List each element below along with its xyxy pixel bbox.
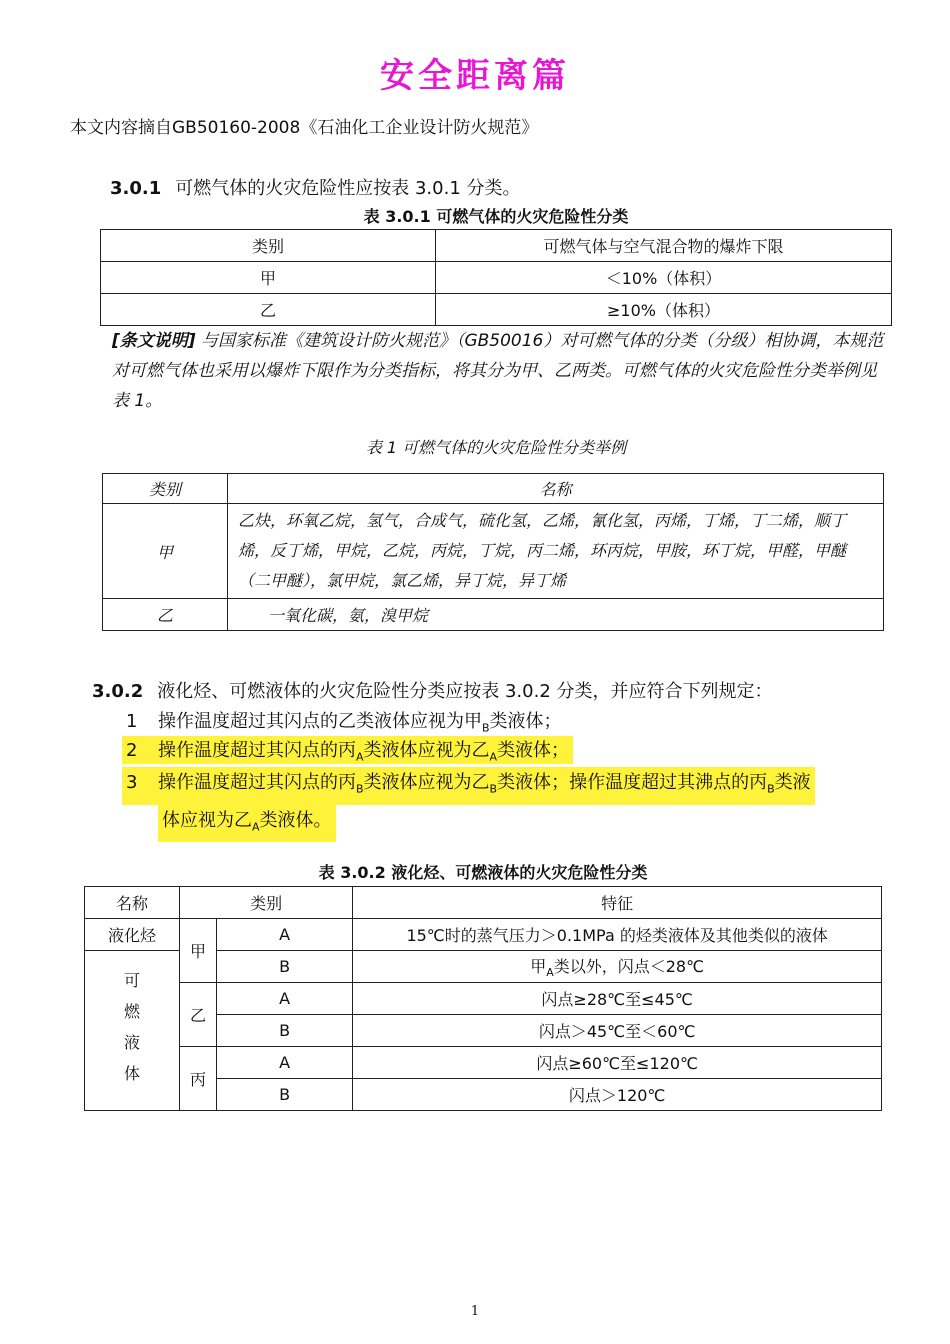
table-cell: B <box>217 951 353 983</box>
table-cell: ≥10%（体积） <box>436 294 892 326</box>
item-subscript: B <box>356 782 364 796</box>
table-cell: ＜10%（体积） <box>436 262 892 294</box>
item-subscript: B <box>482 721 490 735</box>
item-text: 操作温度超过其闪点的丙 <box>158 740 356 761</box>
clause-302-number: 3.0.2 <box>92 681 144 702</box>
clause-302-item-3 <box>122 767 815 842</box>
item-subscript: A <box>489 750 498 764</box>
item-3-line-2 <box>158 805 336 843</box>
item-text: 类液体应视为乙 <box>363 772 490 793</box>
feature-text: 类以外，闪点＜28℃ <box>553 956 705 976</box>
item-subscript: A <box>252 820 260 834</box>
table-cell: A <box>217 919 353 951</box>
table-1-header-class: 类别 <box>103 474 228 504</box>
item-text: 类液体。 <box>259 809 332 831</box>
table-cell: 甲 <box>101 262 436 294</box>
table-301-header-limit: 可燃气体与空气混合物的爆炸下限 <box>436 230 892 262</box>
table-cell-liquid <box>85 951 180 1111</box>
table-cell <box>353 951 882 983</box>
feature-subscript: A <box>546 966 554 980</box>
table-cell: A <box>217 1047 353 1079</box>
item-number: 1 <box>126 711 138 732</box>
table-302-header-feature: 特征 <box>353 887 882 919</box>
table-1-caption: 表 1 可燃气体的火灾危险性分类举例 <box>365 438 627 457</box>
table-cell: A <box>217 983 353 1015</box>
table-1-header-name: 名称 <box>228 474 884 504</box>
table-cell: 乙 <box>103 599 228 631</box>
clause-302-item-2 <box>122 736 573 764</box>
table-cell: 丙 <box>180 1047 217 1111</box>
table-301 <box>100 229 892 326</box>
table-cell: 闪点＞45℃至＜60℃ <box>353 1015 882 1047</box>
item-text: 类液 <box>774 772 811 793</box>
table-302-header-class: 类别 <box>180 887 353 919</box>
intro-text: 本文内容摘自GB50160-2008《石油化工企业设计防火规范》 <box>70 118 539 138</box>
table-cell: 乙 <box>180 983 217 1047</box>
table-302-header-name: 名称 <box>85 887 180 919</box>
note-text: 与国家标准《建筑设计防火规范》（GB50016）对可燃气体的分类（分级）相协调，本规范对可燃气体也采用以爆炸下限作为分类指标，将其分为甲、乙两类。可燃气体的火灾危险性分类举例见表 1。 <box>112 331 884 411</box>
table-302 <box>84 886 882 1111</box>
item-number: 2 <box>126 740 138 761</box>
item-text: 操作温度超过其闪点的丙 <box>158 772 356 793</box>
clause-301-number: 3.0.1 <box>110 178 162 199</box>
name-char: 燃 <box>123 1002 140 1021</box>
item-text: 类液体； <box>489 711 562 732</box>
item-3-line-1 <box>122 767 815 805</box>
item-number: 3 <box>126 772 138 793</box>
item-text: 类液体；操作温度超过其沸点的丙 <box>497 772 768 793</box>
name-char: 液 <box>123 1033 140 1052</box>
table-301-header-class: 类别 <box>101 230 436 262</box>
page-title: 安全距离篇 <box>380 56 570 96</box>
table-cell: 一氧化碳，氨，溴甲烷 <box>228 599 884 631</box>
table-cell: 液化烃 <box>85 919 180 951</box>
name-char: 体 <box>123 1064 140 1083</box>
item-text: 类液体； <box>497 740 570 761</box>
table-cell: B <box>217 1079 353 1111</box>
table-cell: 甲 <box>103 504 228 599</box>
clause-301-text: 可燃气体的火灾危险性应按表 3.0.1 分类。 <box>175 178 521 199</box>
item-text: 操作温度超过其闪点的乙类液体应视为甲 <box>158 711 482 732</box>
clause-302 <box>92 677 773 703</box>
table-cell: 闪点＞120℃ <box>353 1079 882 1111</box>
feature-text: 甲 <box>530 956 547 976</box>
item-text: 体应视为乙 <box>162 809 252 831</box>
table-cell: 乙炔，环氧乙烷，氢气，合成气，硫化氢，乙烯，氰化氢，丙烯，丁烯，丁二烯，顺丁烯，反丁烯，甲烷，乙烷，丙烷，丁烷，丙二烯，环丙烷，甲胺，环丁烷，甲醛，甲醚（二甲醚），氯甲烷，氯乙烯，异丁烷，异丁烯 <box>228 504 884 599</box>
clause-301 <box>110 174 521 200</box>
item-subscript: A <box>356 750 364 764</box>
explanatory-note <box>112 326 886 416</box>
item-subscript: B <box>767 782 775 796</box>
table-cell: 乙 <box>101 294 436 326</box>
table-1 <box>102 473 884 631</box>
page-number: 1 <box>470 1304 480 1319</box>
name-char: 可 <box>123 971 140 990</box>
table-cell: 闪点≥60℃至≤120℃ <box>353 1047 882 1079</box>
table-302-caption: 表 3.0.2 液化烃、可燃液体的火灾危险性分类 <box>318 863 648 882</box>
table-cell: 闪点≥28℃至≤45℃ <box>353 983 882 1015</box>
table-301-caption: 表 3.0.1 可燃气体的火灾危险性分类 <box>363 207 629 226</box>
clause-302-item-1 <box>126 707 562 735</box>
table-cell: 甲 <box>180 919 217 983</box>
clause-302-text: 液化烃、可燃液体的火灾危险性分类应按表 3.0.2 分类，并应符合下列规定： <box>157 681 773 702</box>
note-label: [条文说明] <box>112 331 196 351</box>
table-cell: B <box>217 1015 353 1047</box>
item-text: 类液体应视为乙 <box>363 740 490 761</box>
table-cell: 15℃时的蒸气压力＞0.1MPa 的烃类液体及其他类似的液体 <box>353 919 882 951</box>
item-subscript: B <box>489 782 498 796</box>
